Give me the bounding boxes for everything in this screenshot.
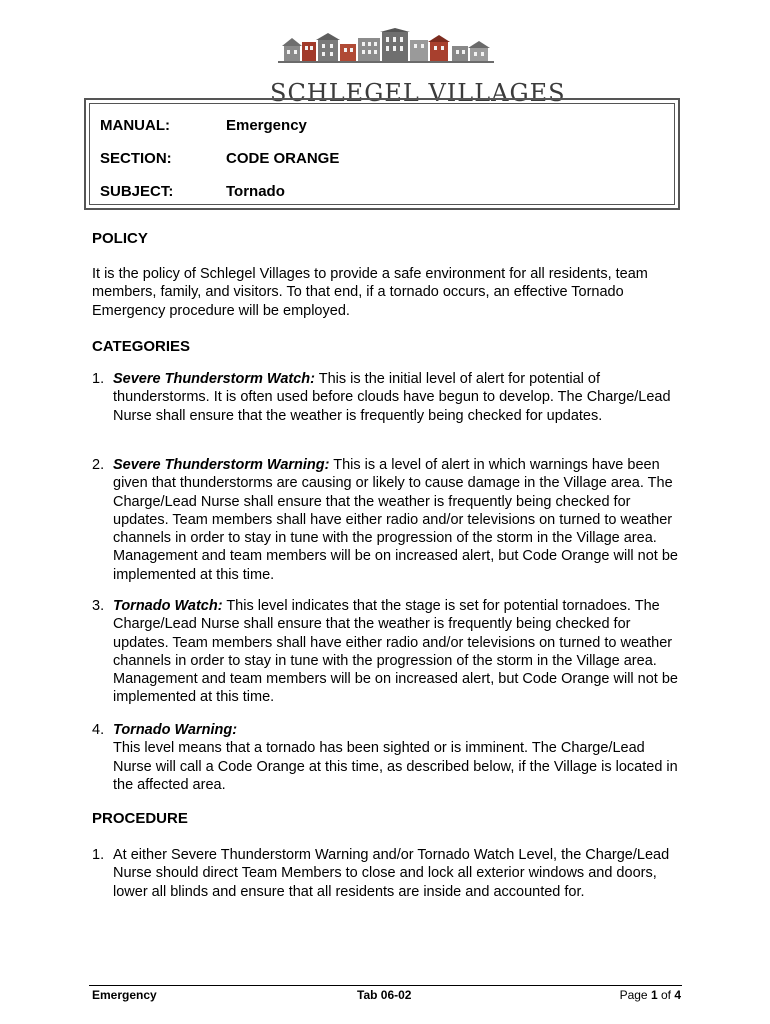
item-text: This is a level of alert in which warnings have been given that thunderstorms are causing or likely to cause damage in the Village area. The Charge/Lead Nurse shall ensure that the weather is frequently being checked for updates. Team members shall have either radio and/or televisions on turned to weather channels in order to stay in tune with the progression of the storm in the Village area. Management and team members will be on increased alert, but Code Orange will not be implemented at this time.	[113, 457, 678, 583]
item-number: 4.	[92, 722, 105, 738]
footer-rule	[89, 985, 682, 986]
item-text: This level means that a tornado has been sighted or is imminent. The Charge/Lead Nurse will call a Code Orange at this time, as described below, if the Village is located in the affected area.	[113, 740, 678, 793]
schlegel-villages-logo	[270, 28, 566, 107]
logo-wordmark: SCHLEGEL VILLAGES	[270, 79, 566, 107]
policy-paragraph: It is the policy of Schlegel Villages to provide a safe environment for all residents, team members, family, and visitors. To that end, if a tornado occurs, an effective Tornado Emergency procedure will be employed.	[92, 266, 648, 319]
footer-tab: Tab 06-02	[357, 988, 412, 1002]
item-title: Tornado Watch:	[113, 598, 223, 614]
header-value: Tornado	[226, 183, 285, 200]
categories-heading: CATEGORIES	[92, 338, 191, 355]
item-text: At either Severe Thunderstorm Warning and/or Tornado Watch Level, the Charge/Lead Nurse should direct Team Members to close and lock all exterior windows and doors, lower all blinds and ensure that all residents are inside and accounted for.	[113, 847, 670, 900]
item-number: 1.	[92, 371, 105, 387]
header-label: MANUAL:	[100, 117, 170, 134]
item-number: 2.	[92, 457, 105, 473]
village-buildings-illustration	[278, 28, 494, 64]
footer-manual: Emergency	[92, 988, 157, 1002]
item-text: This level indicates that the stage is set for potential tornadoes. The Charge/Lead Nurse shall ensure that the weather is frequently being checked for updates. Team members shall have either radio and/or televisions on turned to weather channels in order to stay in tune with the progression of the storm in the Village area. Management and team members will be on increased alert, but Code Orange will not be implemented at this time.	[113, 598, 678, 706]
header-value: CODE ORANGE	[226, 150, 340, 167]
item-title: Severe Thunderstorm Watch:	[113, 371, 315, 387]
footer-page-number: Page 1 of 4	[619, 988, 681, 1002]
document-header-box	[84, 98, 680, 210]
policy-heading: POLICY	[92, 230, 148, 247]
header-label: SUBJECT:	[100, 183, 174, 200]
item-number: 1.	[92, 847, 105, 863]
procedure-heading: PROCEDURE	[92, 810, 188, 827]
header-value: Emergency	[226, 117, 307, 134]
item-title: Tornado Warning:	[113, 722, 238, 738]
item-title: Severe Thunderstorm Warning:	[113, 457, 330, 473]
item-text: This is the initial level of alert for potential of thunderstorms. It is often used before clouds have begun to develop. The Charge/Lead Nurse shall ensure that the weather is frequently being checked for updates.	[113, 371, 671, 424]
header-label: SECTION:	[100, 150, 172, 167]
item-number: 3.	[92, 598, 105, 614]
